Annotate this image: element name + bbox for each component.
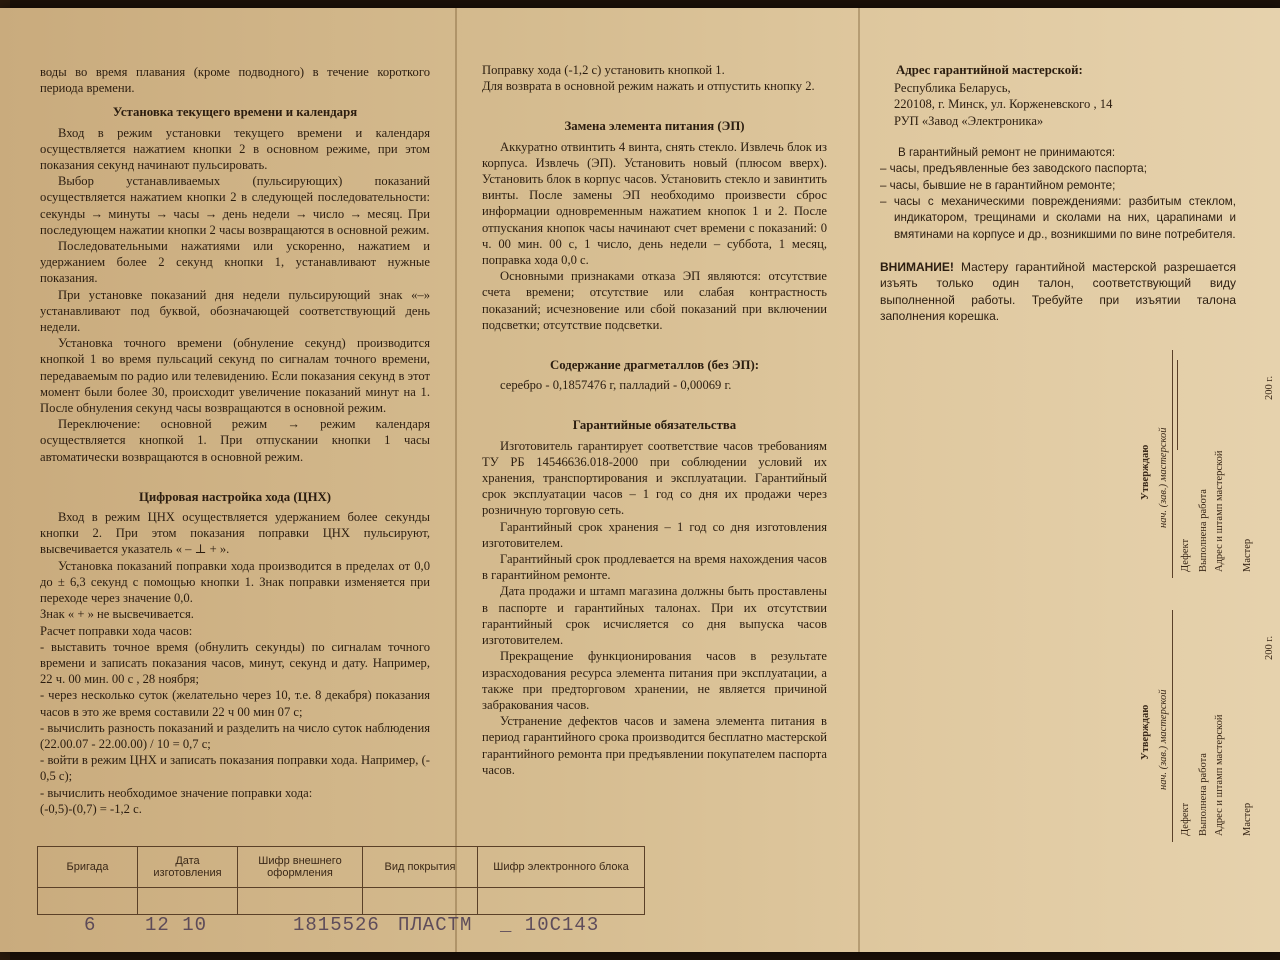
- table-header: Бригада: [38, 847, 138, 888]
- table-header: Шифр электронного блока: [478, 847, 645, 888]
- stamp-block: _ 10С143: [500, 914, 600, 936]
- coupon-master: Мастер: [1242, 538, 1253, 572]
- exclusion-item: – часы с механическими повреждениями: разбитым стеклом, индикатором, трещинами и сколами на них, царапинами и вмятинами на корпусе и др., возникшими по вине потребителя.: [880, 195, 1236, 241]
- paragraph: Вход в режим установки текущего времени и календаря осуществляется нажатием кнопки 2 в основном режиме, при этом показания секунд начинают пульсировать.: [40, 125, 430, 173]
- stamp-coating: ПЛАСТМ: [398, 914, 473, 936]
- metals-text: серебро - 0,1857476 г, палладий - 0,00069 г.: [500, 378, 732, 393]
- paragraph: Установка точного времени (обнуление секунд) производится кнопкой 1 во время пульсаций секунд по сигналам точного времени, передаваемым по радио или телевидению. Если показания секунд в этот момент были более 30, происходит увеличение показаний минут на 1. После обнуления секунд часы возвращаются в основной режим.: [40, 336, 430, 416]
- paragraph: Аккуратно отвинтить 4 винта, снять стекло. Извлечь блок из корпуса. Извлечь (ЭП). Установить новый (плюсом вверх). Установить блок в корпус часов. Установить стекло и завинтить винты. После замены ЭП необходимо произвести сброс информации одновременным нажатием кнопок 1 и 2. После отпускания кнопок часы начинают счет времени с показаний: 0 ч. 00 мин. 00 с, 1 число, день недели – суббота, 1 месяц, поправка хода 0,0 с.: [482, 139, 827, 268]
- table-header: Вид покрытия: [363, 847, 478, 888]
- warranty-heading: Гарантийные обязательства: [572, 418, 737, 433]
- paragraph: Выбор устанавливаемых (пульсирующих) показаний осуществляется нажатием кнопки 2 в следующей последовательности: секунды → минуты → часы → день недели → число → месяц. При последующем нажатии кнопки 2 часы возвращаются в основной режим.: [40, 174, 430, 237]
- coupon-head: нач. (зав.) мастерской: [1158, 689, 1169, 790]
- production-table: [37, 846, 645, 915]
- paragraph: Устранение дефектов часов и замена элемента питания в период гарантийного срока производится бесплатно мастерской гарантийного ремонта при предъявлении покупателем паспорта часов.: [482, 714, 827, 777]
- list-item: - вычислить необходимое значение поправки хода:: [40, 785, 313, 800]
- coupon-approve: Утверждаю: [1140, 444, 1151, 500]
- paragraph: Последовательными нажатиями или ускоренно, нажатием и удержанием более 2 секунд кнопки 1, устанавливают нужные показания.: [40, 239, 430, 286]
- paragraph: При установке показаний дня недели пульсирующий знак «–» устанавливают под буквой, обозначающей соответствующий день недели.: [40, 287, 430, 335]
- metals-heading: Содержание драгметаллов (без ЭП):: [549, 358, 760, 373]
- coupon-date: 200 г.: [1264, 375, 1275, 400]
- attention-note: [880, 259, 1236, 324]
- intro-text: воды во время плавания (кроме подводного) в течение короткого периода времени.: [40, 65, 430, 96]
- paragraph: Поправку хода (-1,2 с) установить кнопкой 1.: [482, 63, 725, 77]
- coupon-defect: Дефект: [1180, 538, 1191, 572]
- list-item: - выставить точное время (обнулить секунды) по сигналам точного времени и записать показания часов, минут, секунд и дату. Например, 22 ч. 00 мин. 00 с , 28 ноября;: [40, 639, 430, 687]
- table-header: Шифр внешнего оформления: [238, 847, 363, 888]
- list-item: - вычислить разность показаний и разделить на число суток наблюдения (22.00.07 - 22.00.00) / 10 = 0,7 с;: [40, 720, 430, 751]
- formula: (-0,5)-(0,7) = -1,2 с.: [40, 801, 142, 816]
- address-line: Республика Беларусь,: [894, 81, 1011, 96]
- fold-line: [858, 8, 860, 952]
- list-item: - войти в режим ЦНХ и записать показания поправки хода. Например, (- 0,5 с);: [40, 753, 430, 784]
- paragraph: Расчет поправки хода часов:: [40, 623, 193, 638]
- coupon-address: Адрес и штамп мастерской: [1214, 450, 1225, 572]
- paragraph: Основными признаками отказа ЭП являются: отсутствие счета времени; отсутствие или слабая контрастность показаний; исчезновение или сбой показаний при включении подсветки; отсутствие подсветки.: [482, 269, 827, 332]
- stamp-code: 1815526: [293, 914, 380, 936]
- paragraph: Установка показаний поправки хода производится в пределах от 0,0 до ± 6,3 секунд с помощью кнопки 1. Знак поправки изменяется при переходе через значение 0,0.: [40, 558, 430, 606]
- coupon-master: Мастер: [1242, 802, 1253, 836]
- coupon-defect: Дефект: [1180, 802, 1191, 836]
- paragraph: Переключение: основной режим → режим календаря осуществляется кнопкой 1. При отпускании кнопки 1 часы автоматически возвращаются в основной режим.: [40, 417, 430, 464]
- paragraph: Знак « + » не высвечивается.: [40, 607, 194, 622]
- address-heading: Адрес гарантийной мастерской:: [896, 63, 1083, 77]
- paragraph: Вход в режим ЦНХ осуществляется удержанием более секунды кнопки 2. При этом показания поправки ЦНХ пульсируют, высвечивается указатель « – ⊥ + ».: [40, 510, 430, 557]
- column-left: [40, 64, 430, 817]
- coupon-work: Выполнена работа: [1198, 753, 1209, 836]
- fold-line: [455, 8, 457, 952]
- stamp-brigade: 6: [84, 914, 97, 936]
- battery-heading: Замена элемента питания (ЭП): [564, 119, 745, 134]
- set-time-heading: Установка текущего времени и календаря: [112, 105, 358, 120]
- attention-text: Мастеру гарантийной мастерской разрешается изъять только один талон, соответствующий виду выполненной работы. Требуйте при изъятии талона заполнения корешка.: [880, 260, 1236, 323]
- paragraph: Прекращение функционирования часов в результате израсходования ресурса элемента питания при эксплуатации, а также при предторговом хранении, не является причиной забракования часов.: [482, 649, 827, 712]
- coupon-approve: Утверждаю: [1140, 704, 1151, 760]
- attention-label: ВНИМАНИЕ!: [880, 260, 954, 275]
- address-line: РУП «Завод «Электроника»: [894, 113, 1044, 128]
- column-middle: [482, 62, 827, 778]
- paragraph: Изготовитель гарантирует соответствие часов требованиям ТУ РБ 14546636.018-2000 при соблюдении условий их хранения, транспортирования и эксплуатации. Гарантийный срок эксплуатации часов – 1 год со дня их продажи через розничную торговую сеть.: [482, 438, 827, 518]
- table-header-row: [38, 847, 645, 888]
- coupon-work: Выполнена работа: [1198, 489, 1209, 572]
- service-address: [880, 62, 1236, 129]
- list-item: - через несколько суток (желательно через 10, т.е. 8 декабря) показания часов в это же время составили 22 ч 00 мин 07 с;: [40, 688, 430, 719]
- coupon-address: Адрес и штамп мастерской: [1214, 714, 1225, 836]
- digital-adjust-heading: Цифровая настройка хода (ЦНХ): [138, 489, 332, 504]
- table-row: [38, 888, 645, 915]
- table-header: Дата изготовления: [138, 847, 238, 888]
- paragraph: Гарантийный срок продлевается на время нахождения часов в гарантийном ремонте.: [482, 552, 827, 583]
- exclusion-heading: В гарантийный ремонт не принимаются:: [898, 145, 1116, 159]
- exclusion-list: [880, 145, 1236, 243]
- stamp-date: 12 10: [145, 914, 208, 936]
- coupon-date: 200 г.: [1264, 635, 1275, 660]
- exclusion-item: – часы, бывшие не в гарантийном ремонте;: [880, 178, 1116, 192]
- coupon-head: нач. (зав.) мастерской: [1158, 427, 1169, 528]
- paragraph: Гарантийный срок хранения – 1 год со дня изготовления изготовителем.: [482, 519, 827, 550]
- paragraph: Для возврата в основной режим нажать и отпустить кнопку 2.: [482, 79, 815, 94]
- coupon-line: [1177, 360, 1178, 450]
- paragraph: Дата продажи и штамп магазина должны быть проставлены в паспорте и гарантийных талонах. При их отсутствии гарантийный срок исчисляется со дня выпуска часов изготовителем.: [482, 584, 827, 648]
- exclusion-item: – часы, предъявленные без заводского паспорта;: [880, 162, 1147, 176]
- address-line: 220108, г. Минск, ул. Корженевского , 14: [894, 97, 1113, 112]
- column-right: [880, 62, 1236, 324]
